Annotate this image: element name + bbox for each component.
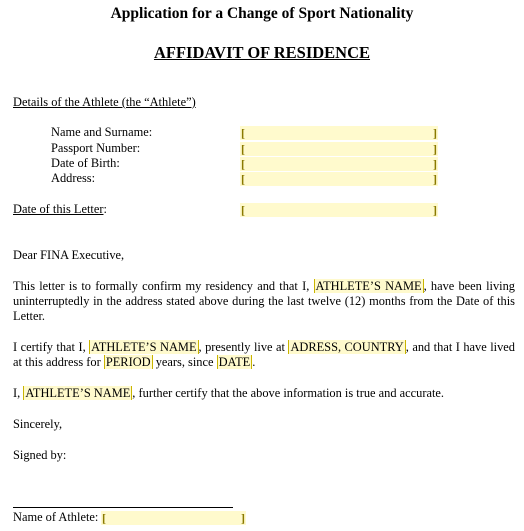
open-bracket: [: [241, 157, 245, 171]
paragraph-certify-accuracy: [13, 386, 444, 401]
document-subtitle: AFFIDAVIT OF RESIDENCE: [153, 43, 371, 62]
address-label: Address:: [51, 171, 96, 185]
paragraph-text: This letter is to formally confirm my residency and that I,: [13, 279, 314, 293]
date-placeholder[interactable]: DATE: [218, 355, 251, 369]
paragraph-certify-address: [13, 340, 515, 370]
date-of-birth-label: Date of Birth:: [51, 156, 120, 170]
passport-number-label: Passport Number:: [51, 141, 141, 155]
passport-number-field[interactable]: [240, 142, 438, 156]
close-bracket: ]: [433, 157, 437, 171]
letter-date-colon: :: [103, 202, 107, 216]
athlete-name-placeholder[interactable]: ATHLETE’S NAME: [91, 340, 197, 354]
athlete-name-placeholder[interactable]: ATHLETE’S NAME: [315, 279, 422, 293]
paragraph-text: , presently live at: [198, 340, 289, 354]
open-bracket: [: [102, 511, 106, 525]
close-bracket: ]: [433, 172, 437, 186]
athlete-details-heading: Details of the Athlete (the “Athlete”): [13, 95, 196, 109]
paragraph-text: , have been living uninterruptedly in the address stated above during the last twelve (12) months from the Date of this Letter.: [13, 279, 515, 323]
letter-date-label-row: [13, 202, 107, 217]
paragraph-text: .: [252, 355, 256, 369]
athlete-name-placeholder[interactable]: ATHLETE’S NAME: [25, 386, 131, 400]
open-bracket: [: [241, 172, 245, 186]
open-bracket: [: [241, 203, 245, 217]
paragraph-text: years, since: [152, 355, 217, 369]
letter-date-label: Date of this Letter: [13, 202, 104, 216]
closing: Sincerely,: [13, 417, 63, 431]
signed-by-label: Signed by:: [13, 448, 67, 462]
period-placeholder[interactable]: PERIOD: [105, 355, 151, 369]
paragraph-text: , further certify that the above information is true and accurate.: [132, 386, 444, 400]
name-surname-field[interactable]: [240, 126, 438, 140]
open-bracket: [: [241, 142, 245, 156]
close-bracket: ]: [433, 142, 437, 156]
open-bracket: [: [241, 126, 245, 140]
date-of-birth-field[interactable]: [240, 157, 438, 171]
paragraph-text: I certify that I,: [13, 340, 90, 354]
signature-line[interactable]: [13, 507, 233, 508]
paragraph-text: , and that I have lived at this address for: [13, 340, 515, 369]
close-bracket: ]: [433, 126, 437, 140]
paragraph-text: I,: [13, 386, 24, 400]
address-field[interactable]: [240, 172, 438, 186]
name-of-athlete-field[interactable]: [101, 511, 246, 525]
document-title: Application for a Change of Sport Nationality: [110, 5, 414, 22]
close-bracket: ]: [241, 511, 245, 525]
paragraph-residency: [13, 279, 515, 324]
name-surname-label: Name and Surname:: [51, 125, 153, 139]
name-of-athlete-label: Name of Athlete:: [13, 510, 99, 524]
address-country-placeholder[interactable]: ADRESS, COUNTRY: [290, 340, 404, 354]
close-bracket: ]: [433, 203, 437, 217]
letter-date-field[interactable]: [240, 203, 438, 217]
salutation: Dear FINA Executive,: [13, 248, 125, 262]
